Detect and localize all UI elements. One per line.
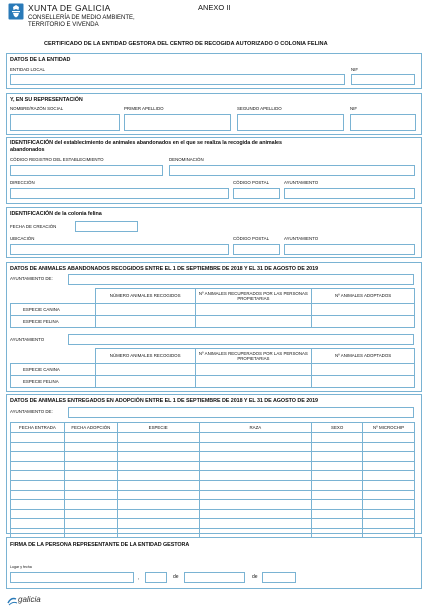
firma-section — [6, 537, 422, 589]
col-header: Nº ANIMALES ADOPTADOS — [312, 349, 415, 364]
table-row — [11, 471, 415, 481]
col-header: Nº ANIMALES RECUPERADOS POR LAS PERSONAS PROPIETARIAS — [195, 349, 312, 364]
table-cell[interactable] — [312, 304, 415, 316]
establecimiento-ayuntamiento-label: AYUNTAMIENTO — [284, 180, 319, 185]
anio-field[interactable] — [262, 572, 296, 583]
adopcion-title: DATOS DE ANIMALES ENTREGADOS EN ADOPCIÓN ENTRE EL 1 DE SEPTIEMBRE DE 2018 Y EL 31 DE AGOSTO DE 2019 — [10, 398, 318, 404]
colonia-title: IDENTIFICACIÓN de la colonia felina — [10, 211, 102, 217]
row-label: ESPECIE CANINA — [11, 364, 96, 376]
adopcion-ayto-field[interactable] — [68, 407, 414, 418]
table-cell[interactable] — [312, 316, 415, 328]
entidad-local-label: ENTIDAD LOCAL — [10, 67, 45, 72]
table-cell[interactable] — [95, 364, 195, 376]
table-cell[interactable] — [95, 376, 195, 388]
row-label: ESPECIE CANINA — [11, 304, 96, 316]
adopcion-table — [10, 422, 415, 539]
recogidos-ayto2-field[interactable] — [68, 334, 414, 345]
recogidos-section — [6, 262, 422, 392]
apellido1-field[interactable] — [124, 114, 231, 131]
entidad-title: DATOS DE LA ENTIDAD — [10, 57, 71, 63]
table-row — [11, 452, 415, 462]
codigo-registro-field[interactable] — [10, 165, 163, 176]
col-header: SEXO — [312, 423, 363, 433]
nombre-field[interactable] — [10, 114, 120, 131]
dept-line-1: CONSELLERÍA DE MEDIO AMBIENTE, — [28, 15, 135, 21]
col-header: ESPECIE — [117, 423, 199, 433]
ubicacion-field[interactable] — [10, 244, 229, 255]
row-label: ESPECIE FELINA — [11, 316, 96, 328]
colonia-ayuntamiento-field[interactable] — [284, 244, 415, 255]
table-cell[interactable] — [312, 364, 415, 376]
recogidos-ayto2-label: AYUNTAMIENTO — [10, 337, 45, 342]
establecimiento-title-1: IDENTIFICACIÓN del establecimiento de animales abandonados en el que se realiza la recogida de animales — [10, 140, 282, 146]
xunta-emblem-icon — [8, 3, 24, 20]
col-header: NÚMERO ANIMALES RECOGIDOS — [95, 289, 195, 304]
table-row — [11, 433, 415, 443]
recogidos-ayto1-label: AYUNTAMIENTO DE: — [10, 276, 53, 281]
denominacion-label: DENOMINACIÓN — [169, 157, 204, 162]
nombre-label: NOMBRE/RAZÓN SOCIAL — [10, 106, 64, 111]
firma-title: FIRMA DE LA PERSONA REPRESENTANTE DE LA ENTIDAD GESTORA — [10, 542, 190, 548]
entidad-local-field[interactable] — [10, 74, 345, 85]
adopcion-ayto-label: AYUNTAMIENTO DE: — [10, 409, 53, 414]
annex-label: ANEXO II — [198, 3, 231, 12]
adopcion-section — [6, 394, 422, 534]
lugar-fecha-label: Lugar y fecha — [10, 565, 32, 569]
recogidos-ayto1-field[interactable] — [68, 274, 414, 285]
direccion-field[interactable] — [10, 188, 229, 199]
apellido1-label: PRIMER APELLIDO — [124, 106, 164, 111]
dept-line-2: TERRITORIO E VIVENDA — [28, 22, 99, 28]
org-name: XUNTA DE GALICIA — [28, 3, 111, 13]
table-cell[interactable] — [95, 304, 195, 316]
fecha-creacion-label: FECHA DE CREACIÓN — [10, 224, 57, 229]
col-header: Nº MICROCHIP — [363, 423, 415, 433]
table-row — [11, 461, 415, 471]
entidad-nif-label: NIF — [351, 67, 359, 72]
colonia-ayuntamiento-label: AYUNTAMIENTO — [284, 236, 319, 241]
de-separator-2: de — [252, 574, 258, 580]
recogidos-title: DATOS DE ANIMALES ABANDONADOS RECOGIDOS ENTRE EL 1 DE SEPTIEMBRE DE 2018 Y EL 31 DE AGOSTO DE 2019 — [10, 266, 319, 272]
col-header: FECHA ENTRADA — [11, 423, 65, 433]
galicia-footer-logo — [6, 594, 66, 608]
col-header: FECHA ADOPCIÓN — [64, 423, 117, 433]
table-cell[interactable] — [312, 376, 415, 388]
col-header: Nº ANIMALES ADOPTADOS — [312, 289, 415, 304]
colonia-section — [6, 207, 422, 258]
representacion-nif-label: NIF — [350, 106, 358, 111]
lugar-field[interactable] — [10, 572, 134, 583]
colonia-cp-label: CÓDIGO POSTAL — [233, 236, 270, 241]
representacion-nif-field[interactable] — [350, 114, 416, 131]
recogidos-table-1 — [10, 288, 415, 328]
recogidos-table-2 — [10, 348, 415, 388]
table-row — [11, 490, 415, 500]
table-row — [11, 519, 415, 529]
galicia-wordmark: galicia — [18, 595, 41, 604]
entidad-nif-field[interactable] — [351, 74, 415, 85]
col-header: NÚMERO ANIMALES RECOGIDOS — [95, 349, 195, 364]
establecimiento-cp-label: CÓDIGO POSTAL — [233, 180, 270, 185]
galicia-swirl-icon — [6, 595, 18, 607]
apellido2-field[interactable] — [237, 114, 344, 131]
table-row — [11, 480, 415, 490]
table-cell[interactable] — [195, 376, 312, 388]
table-cell[interactable] — [95, 316, 195, 328]
denominacion-field[interactable] — [169, 165, 415, 176]
codigo-registro-label: CÓDIGO REGISTRO DEL ESTABLECIMIENTO — [10, 157, 104, 162]
dia-field[interactable] — [145, 572, 167, 583]
establecimiento-section — [6, 137, 422, 204]
colonia-cp-field[interactable] — [233, 244, 280, 255]
table-cell[interactable] — [195, 364, 312, 376]
representacion-title: Y, EN SU REPRESENTACIÓN — [10, 97, 83, 103]
mes-field[interactable] — [184, 572, 245, 583]
de-separator-1: de — [173, 574, 179, 580]
xunta-logo — [8, 3, 24, 20]
row-label: ESPECIE FELINA — [11, 376, 96, 388]
establecimiento-cp-field[interactable] — [233, 188, 280, 199]
direccion-label: DIRECCIÓN — [10, 180, 35, 185]
ubicacion-label: UBICACIÓN — [10, 236, 35, 241]
col-header: Nº ANIMALES RECUPERADOS POR LAS PERSONAS PROPIETARIAS — [195, 289, 312, 304]
table-row — [11, 442, 415, 452]
apellido2-label: SEGUNDO APELLIDO — [237, 106, 282, 111]
establecimiento-ayuntamiento-field[interactable] — [284, 188, 415, 199]
table-cell[interactable] — [195, 304, 312, 316]
col-header: RAZA — [199, 423, 312, 433]
entidad-section — [6, 53, 422, 89]
document-title: CERTIFICADO DE LA ENTIDAD GESTORA DEL CENTRO DE RECOGIDA AUTORIZADO O COLONIA FELINA — [44, 41, 328, 47]
table-row — [11, 500, 415, 510]
representacion-section — [6, 93, 422, 135]
table-cell[interactable] — [195, 316, 312, 328]
comma-separator: , — [138, 575, 140, 581]
table-row — [11, 509, 415, 519]
establecimiento-title-2: abandonados — [10, 147, 45, 153]
fecha-creacion-field[interactable] — [75, 221, 138, 232]
